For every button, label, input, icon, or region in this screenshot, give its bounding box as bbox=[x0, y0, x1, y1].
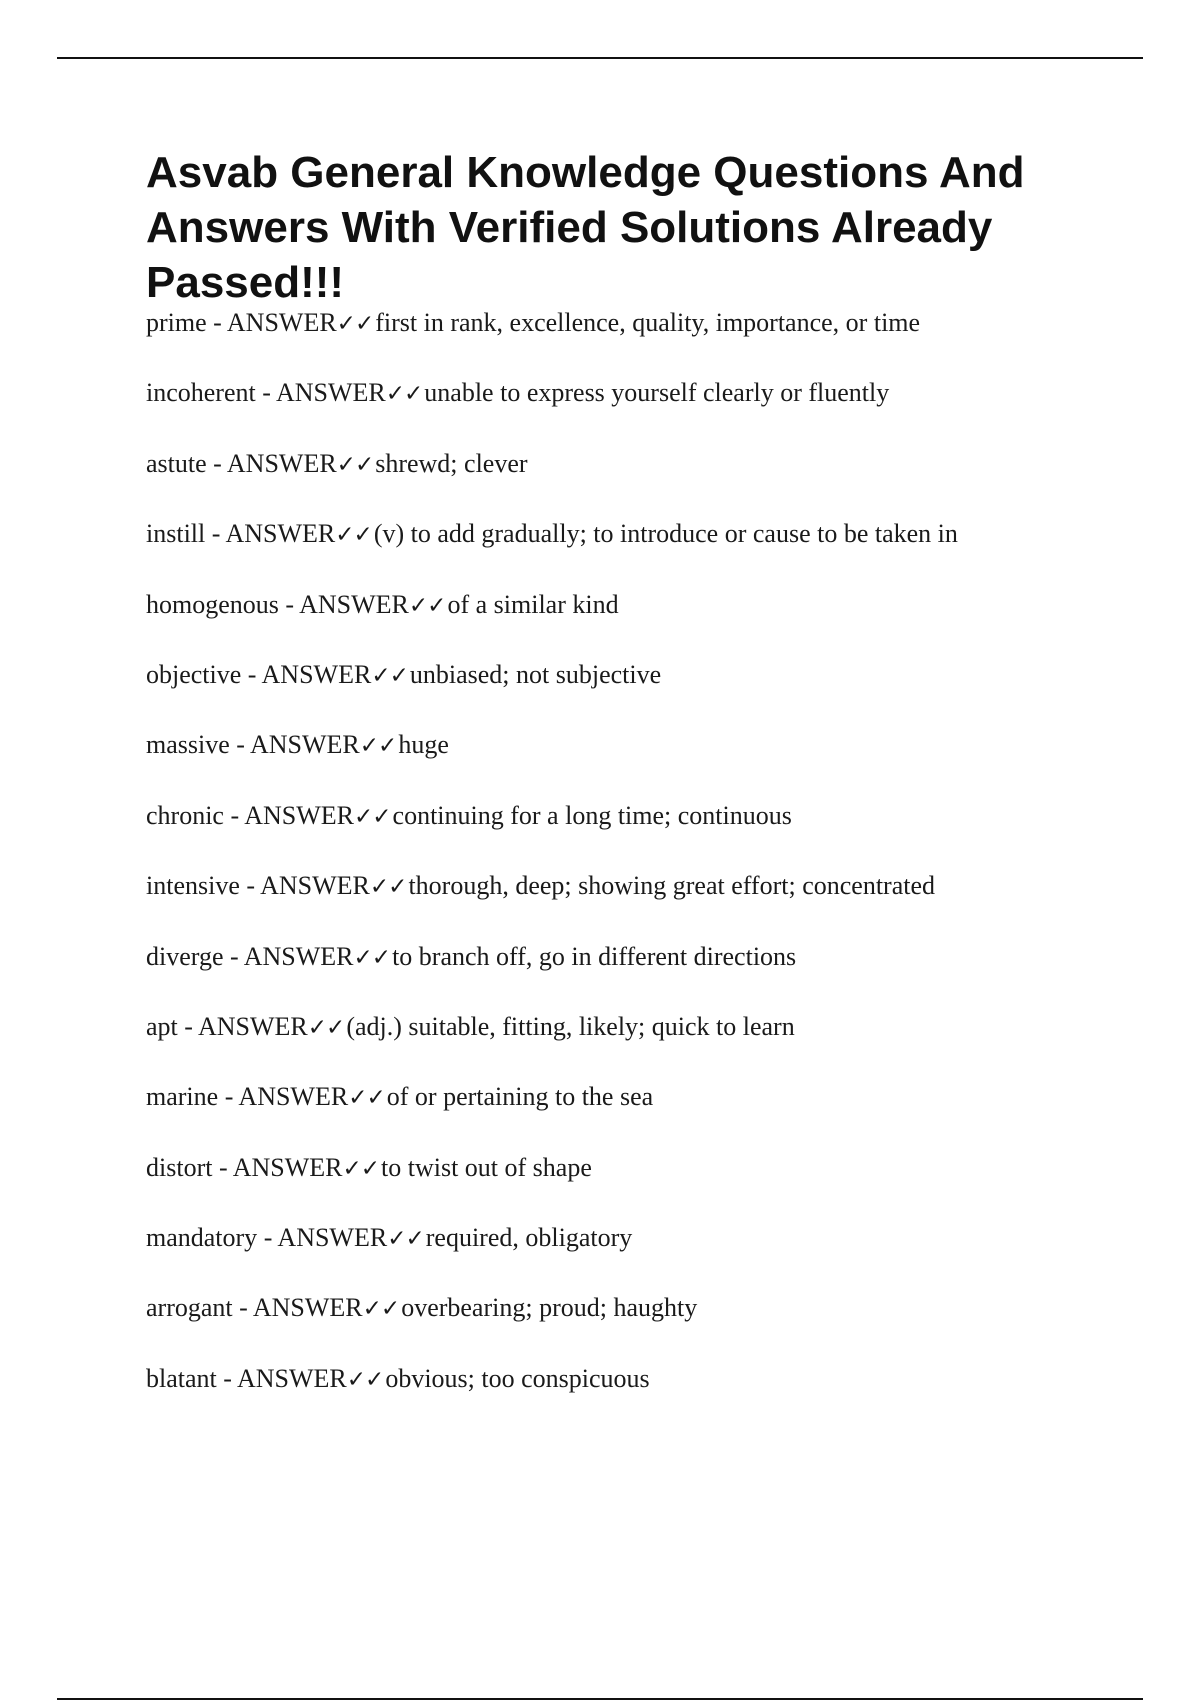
checkmark-icon: ✓✓ bbox=[336, 311, 374, 337]
checkmark-icon: ✓✓ bbox=[359, 733, 397, 760]
entry-definition: to branch off, go in different directions bbox=[392, 941, 797, 971]
entry-definition: (v) to add gradually; to introduce or cause to be taken in bbox=[373, 519, 958, 549]
answer-label: ANSWER bbox=[238, 1082, 349, 1112]
entry-definition: thorough, deep; showing great effort; concentrated bbox=[408, 871, 936, 901]
document-title: Asvab General Knowledge Questions And Answers With Verified Solutions Already Passed!!! bbox=[146, 148, 1025, 307]
entry-term: homogenous bbox=[146, 589, 279, 619]
entry-definition: of or pertaining to the sea bbox=[386, 1082, 654, 1112]
entry-definition: overbearing; proud; haughty bbox=[401, 1293, 698, 1323]
answer-label: ANSWER bbox=[226, 308, 337, 337]
answer-label: ANSWER bbox=[237, 1363, 347, 1393]
answer-entry bbox=[146, 521, 1076, 591]
answer-label: ANSWER bbox=[261, 659, 372, 689]
entry-term: astute bbox=[146, 448, 207, 478]
checkmark-icon: ✓✓ bbox=[387, 1226, 424, 1253]
entry-term: instill bbox=[146, 519, 206, 549]
checkmark-icon: ✓✓ bbox=[353, 944, 391, 971]
entry-term: chronic bbox=[146, 800, 224, 830]
entry-term: objective bbox=[146, 659, 242, 689]
answer-entry bbox=[146, 659, 1076, 732]
entry-separator: - bbox=[223, 941, 244, 971]
top-rule bbox=[57, 57, 1143, 59]
answer-entry bbox=[146, 448, 1076, 521]
answer-label: ANSWER bbox=[232, 1152, 343, 1182]
answer-label: ANSWER bbox=[299, 589, 409, 619]
entry-definition: first in rank, excellence, quality, importance, or time bbox=[375, 308, 921, 337]
answer-label: ANSWER bbox=[243, 941, 354, 971]
answer-label: ANSWER bbox=[277, 1223, 388, 1253]
entry-separator: - bbox=[206, 308, 227, 337]
entry-definition: shrewd; clever bbox=[375, 448, 528, 478]
entry-term: diverge bbox=[146, 941, 224, 971]
checkmark-icon: ✓✓ bbox=[353, 803, 391, 830]
answer-entry bbox=[146, 732, 1076, 802]
answer-entry bbox=[146, 1084, 1076, 1154]
entry-separator: - bbox=[229, 730, 250, 760]
answer-list bbox=[146, 310, 1076, 1436]
entry-definition: (adj.) suitable, fitting, likely; quick to learn bbox=[346, 1011, 795, 1041]
entry-term: mandatory bbox=[146, 1223, 258, 1253]
entry-separator: - bbox=[218, 1082, 239, 1112]
answer-entry bbox=[146, 873, 1076, 943]
answer-label: ANSWER bbox=[250, 730, 360, 760]
checkmark-icon: ✓✓ bbox=[385, 381, 423, 408]
entry-definition: continuing for a long time; continuous bbox=[392, 800, 792, 830]
entry-definition: to twist out of shape bbox=[381, 1152, 592, 1182]
checkmark-icon: ✓✓ bbox=[362, 1296, 400, 1323]
entry-separator: - bbox=[257, 1223, 278, 1253]
answer-entry bbox=[146, 589, 1076, 662]
entry-definition: of a similar kind bbox=[447, 589, 619, 619]
answer-label: ANSWER bbox=[252, 1293, 363, 1323]
checkmark-icon: ✓✓ bbox=[348, 1085, 385, 1112]
answer-entry bbox=[146, 310, 1076, 380]
answer-label: ANSWER bbox=[225, 519, 336, 549]
entry-term: blatant bbox=[146, 1363, 217, 1393]
answer-entry bbox=[146, 941, 1076, 1014]
entry-separator: - bbox=[216, 1363, 237, 1393]
entry-term: apt bbox=[146, 1011, 178, 1041]
page-content bbox=[146, 145, 1076, 1436]
entry-definition: obvious; too conspicuous bbox=[385, 1363, 650, 1393]
entry-definition: unable to express yourself clearly or fluently bbox=[424, 378, 890, 408]
answer-label: ANSWER bbox=[244, 800, 354, 830]
answer-entry bbox=[146, 1295, 1076, 1365]
checkmark-icon: ✓✓ bbox=[346, 1366, 384, 1393]
entry-separator: - bbox=[232, 1293, 253, 1323]
answer-label: ANSWER bbox=[226, 448, 337, 478]
entry-separator: - bbox=[278, 589, 300, 619]
answer-entry bbox=[146, 1225, 1076, 1295]
answer-entry bbox=[146, 1011, 1076, 1084]
entry-separator: - bbox=[239, 871, 261, 901]
answer-label: ANSWER bbox=[260, 871, 370, 901]
entry-definition: required, obligatory bbox=[425, 1223, 633, 1253]
entry-separator: - bbox=[223, 800, 245, 830]
checkmark-icon: ✓✓ bbox=[369, 874, 407, 901]
answer-entry bbox=[146, 800, 1076, 873]
entry-term: marine bbox=[146, 1082, 219, 1112]
entry-term: incoherent bbox=[146, 378, 256, 408]
entry-definition: unbiased; not subjective bbox=[409, 659, 662, 689]
answer-label: ANSWER bbox=[275, 378, 386, 408]
entry-separator: - bbox=[255, 378, 276, 408]
entry-separator: - bbox=[212, 1152, 233, 1182]
answer-label: ANSWER bbox=[198, 1011, 308, 1041]
entry-separator: - bbox=[241, 659, 262, 689]
entry-term: arrogant bbox=[146, 1293, 233, 1323]
answer-entry bbox=[146, 1152, 1076, 1225]
checkmark-icon: ✓✓ bbox=[408, 592, 446, 619]
entry-separator: - bbox=[206, 448, 227, 478]
checkmark-icon: ✓✓ bbox=[335, 522, 372, 549]
entry-separator: - bbox=[205, 519, 226, 549]
checkmark-icon: ✓✓ bbox=[342, 1155, 380, 1182]
answer-entry bbox=[146, 380, 1076, 450]
entry-term: prime bbox=[146, 308, 207, 337]
entry-term: intensive bbox=[146, 871, 240, 901]
checkmark-icon: ✓✓ bbox=[336, 451, 374, 478]
entry-separator: - bbox=[177, 1011, 198, 1041]
checkmark-icon: ✓✓ bbox=[307, 1014, 345, 1041]
entry-term: distort bbox=[146, 1152, 213, 1182]
checkmark-icon: ✓✓ bbox=[371, 662, 408, 689]
entry-definition: huge bbox=[398, 730, 449, 760]
answer-entry bbox=[146, 1363, 1076, 1436]
entry-term: massive bbox=[146, 730, 230, 760]
